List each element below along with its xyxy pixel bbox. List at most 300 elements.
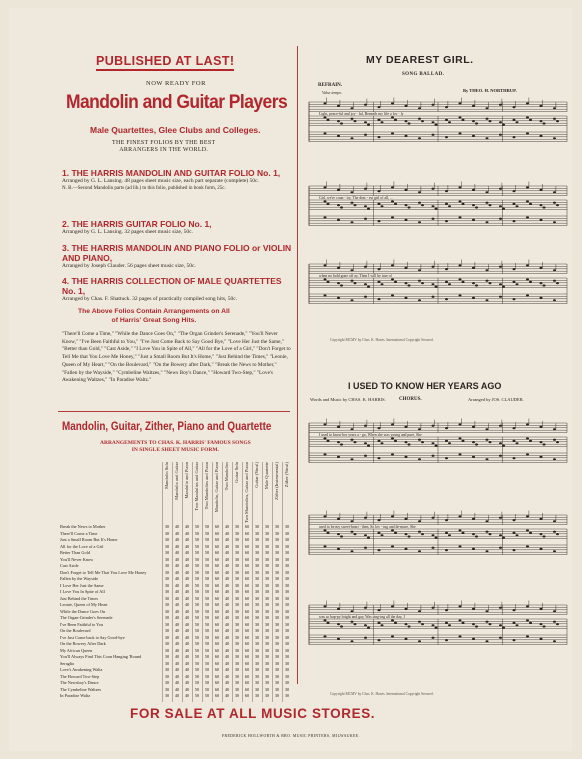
note	[486, 610, 489, 612]
note	[448, 121, 451, 123]
table-cell-price: 50	[204, 550, 210, 555]
note	[499, 188, 502, 190]
note	[526, 116, 529, 118]
note	[459, 529, 462, 531]
table-cell-price: 30	[254, 582, 260, 588]
table-cell-price: 30	[254, 608, 260, 614]
note	[513, 457, 516, 459]
note	[513, 622, 516, 624]
table-cell-price: 50	[194, 667, 200, 672]
note	[540, 426, 543, 428]
note	[553, 458, 556, 460]
note	[364, 266, 367, 268]
note	[432, 442, 435, 444]
table-cell-price: 40	[224, 660, 230, 666]
note	[445, 136, 448, 138]
note	[472, 623, 475, 625]
note	[324, 423, 327, 425]
note	[391, 423, 394, 425]
table-cell-price: 40	[184, 680, 190, 685]
note	[499, 218, 502, 220]
note	[459, 216, 462, 218]
note	[472, 518, 475, 520]
note	[486, 221, 489, 223]
table-cell-price: 30	[284, 621, 290, 627]
note	[556, 441, 559, 443]
note	[543, 625, 546, 627]
table-column-header: Zither (Instrumental)	[274, 462, 279, 500]
table-cell-price: 30	[164, 647, 170, 653]
note	[405, 533, 408, 535]
table-cell-price: 60	[214, 686, 220, 692]
table-cell-price: 40	[174, 641, 180, 646]
note	[486, 137, 489, 139]
table-cell-price: 30	[264, 641, 270, 646]
note	[367, 627, 370, 629]
note	[459, 635, 462, 637]
table-cell-price: 40	[224, 654, 230, 659]
note	[499, 425, 502, 427]
table-cell-price: 30	[234, 524, 240, 529]
note	[529, 440, 532, 442]
note	[391, 200, 394, 202]
table-cell-price: 30	[164, 569, 170, 575]
table-row	[60, 524, 292, 530]
table-cell-price: 60	[244, 556, 250, 562]
table-column-header: Two Mandolins	[224, 462, 229, 491]
table-cell-price: 30	[234, 576, 240, 581]
note	[486, 202, 489, 204]
table-row-song: I Love You In Spite of All	[60, 589, 105, 594]
note	[391, 635, 394, 637]
table-cell-price: 30	[284, 569, 290, 575]
table-cell-price: 30	[164, 582, 170, 588]
note	[553, 640, 556, 642]
table-cell-price: 30	[274, 667, 280, 672]
note	[540, 204, 543, 206]
note	[540, 267, 543, 269]
table-cell-price: 40	[224, 563, 230, 568]
note	[391, 453, 394, 455]
table-cell-price: 30	[254, 634, 260, 640]
table-cell-price: 50	[204, 543, 210, 549]
note	[540, 608, 543, 610]
note	[391, 545, 394, 547]
table-cell-price: 60	[214, 602, 220, 607]
note	[378, 281, 381, 283]
note	[364, 121, 367, 123]
note	[502, 286, 505, 288]
note	[378, 203, 381, 205]
note	[324, 605, 327, 607]
note	[529, 281, 532, 283]
table-row-song: Leonie, Queen of My Heart	[60, 602, 108, 607]
note	[327, 440, 330, 442]
table-row-song: On the Boulevard	[60, 628, 91, 633]
table-column-header: Male Quartette	[264, 462, 269, 490]
table-row	[60, 654, 292, 660]
note	[337, 623, 340, 625]
note	[432, 547, 435, 549]
note	[378, 220, 381, 222]
note	[513, 220, 516, 222]
table-cell-price: 30	[274, 608, 280, 614]
note	[378, 298, 381, 300]
note	[459, 186, 462, 188]
table-cell-price: 50	[194, 608, 200, 614]
song2-words: Words and Music by CHAS. K. HARRIS.	[310, 397, 386, 402]
note	[405, 456, 408, 458]
table-cell-price: 60	[244, 628, 250, 633]
table-row-song: The Newsboy's Dance	[60, 680, 99, 685]
table-cell-price: 60	[214, 563, 220, 568]
note	[351, 299, 354, 301]
note	[418, 621, 421, 623]
note	[472, 120, 475, 122]
table-cell-price: 60	[214, 680, 220, 685]
note	[418, 221, 421, 223]
note	[337, 189, 340, 191]
note	[526, 216, 529, 218]
note	[391, 102, 394, 104]
table-cell-price: 40	[184, 569, 190, 575]
table-cell-price: 30	[254, 569, 260, 575]
table-row	[60, 589, 292, 595]
table-row-song: I've Just Come back to Say Good-bye	[60, 634, 125, 640]
table-cell-price: 40	[224, 680, 230, 685]
note	[499, 455, 502, 457]
note	[540, 441, 543, 443]
table-cell-price: 30	[284, 654, 290, 659]
table-cell-price: 60	[244, 563, 250, 568]
table-column-header: Mandolin Solo	[164, 462, 169, 489]
table-cell-price: 30	[284, 602, 290, 607]
table-cell-price: 30	[254, 550, 260, 555]
table-row	[60, 687, 292, 693]
table-cell-price: 60	[244, 641, 250, 646]
note	[486, 439, 489, 441]
table-cell-price: 40	[174, 615, 180, 620]
note	[378, 622, 381, 624]
table-cell-price: 30	[234, 556, 240, 562]
note	[526, 186, 529, 188]
table-cell-price: 60	[244, 667, 250, 672]
table-cell-price: 40	[184, 563, 190, 568]
note	[364, 188, 367, 190]
note	[418, 202, 421, 204]
note	[327, 532, 330, 534]
note	[327, 119, 330, 121]
table-cell-price: 50	[194, 550, 200, 555]
table-cell-price: 30	[234, 673, 240, 679]
table-cell-price: 30	[264, 667, 270, 672]
note	[513, 609, 516, 611]
table-cell-price: 30	[284, 563, 290, 568]
note	[378, 106, 381, 108]
note	[351, 269, 354, 271]
table-cell-price: 60	[244, 543, 250, 549]
note	[513, 281, 516, 283]
note	[367, 208, 370, 210]
note	[526, 635, 529, 637]
table-cell-price: 30	[164, 608, 170, 614]
table-cell-price: 30	[234, 686, 240, 692]
note	[486, 621, 489, 623]
note	[405, 441, 408, 443]
table-row	[60, 628, 292, 634]
note	[513, 106, 516, 108]
table-cell-price: 40	[224, 576, 230, 581]
note	[489, 441, 492, 443]
note	[513, 268, 516, 270]
table-cell-price: 30	[284, 647, 290, 653]
table-cell-price: 60	[214, 589, 220, 594]
note	[391, 437, 394, 439]
note	[462, 281, 465, 283]
table-cell-price: 40	[224, 550, 230, 555]
note	[553, 610, 556, 612]
table-cell-price: 30	[164, 621, 170, 627]
table-cell-price: 30	[264, 543, 270, 549]
note	[516, 205, 519, 207]
table-cell-price: 40	[184, 589, 190, 594]
table-cell-price: 50	[194, 621, 200, 627]
note	[394, 622, 397, 624]
table-cell-price: 30	[274, 537, 280, 542]
table-cell-price: 30	[164, 641, 170, 646]
table-cell-price: 30	[254, 543, 260, 549]
note	[351, 458, 354, 460]
table-cell-price: 30	[254, 537, 260, 542]
note	[405, 638, 408, 640]
table-row-song: Cast Aside	[60, 563, 79, 568]
table-cell-price: 30	[284, 537, 290, 542]
table-cell-price: 40	[224, 686, 230, 692]
table-cell-price: 30	[254, 647, 260, 653]
table-cell-price: 30	[284, 543, 290, 549]
table-row-song: The Cymbeline Waltzes	[60, 686, 102, 692]
note	[337, 426, 340, 428]
left-section-divider	[58, 411, 290, 412]
table-cell-price: 40	[184, 641, 190, 646]
note	[324, 132, 327, 134]
table-cell-price: 50	[194, 693, 200, 698]
table-cell-price: 30	[164, 530, 170, 536]
table-cell-price: 30	[264, 608, 270, 614]
table-cell-price: 60	[244, 615, 250, 620]
table-cell-price: 50	[204, 647, 210, 653]
note	[543, 443, 546, 445]
table-row-song: There'll Come a Time	[60, 530, 98, 536]
table-cell-price: 50	[194, 686, 200, 692]
table-cell-price: 30	[234, 569, 240, 575]
table-cell-price: 30	[284, 595, 290, 601]
note	[448, 534, 451, 536]
folio-text: Arranged by Joseph Clauder. 56 pages sheet music size, 50c.	[62, 263, 196, 269]
table-cell-price: 30	[234, 641, 240, 646]
table-cell-price: 50	[194, 582, 200, 588]
table-cell-price: 40	[174, 628, 180, 633]
note	[381, 283, 384, 285]
table-cell-price: 30	[274, 543, 280, 549]
table-column-header: Mandolin, Guitar and Piano	[214, 462, 219, 513]
table-cell-price: 60	[244, 634, 250, 640]
table-cell-price: 30	[164, 615, 170, 620]
note	[418, 640, 421, 642]
note	[475, 284, 478, 286]
note	[337, 441, 340, 443]
table-cell-price: 50	[194, 647, 200, 653]
note	[556, 623, 559, 625]
note	[364, 283, 367, 285]
note	[499, 104, 502, 106]
table-cell-price: 30	[284, 641, 290, 646]
note	[526, 102, 529, 104]
table-cell-price: 60	[214, 647, 220, 653]
table-cell-price: 50	[204, 621, 210, 627]
table-cell-price: 30	[274, 582, 280, 588]
table-row-song: The Howard Two-Step	[60, 673, 100, 679]
table-cell-price: 50	[194, 589, 200, 594]
table-cell-price: 40	[224, 608, 230, 614]
note	[340, 284, 343, 286]
note	[526, 619, 529, 621]
table-cell-price: 40	[224, 673, 230, 679]
note	[475, 122, 478, 124]
table-cell-price: 40	[174, 608, 180, 614]
table-cell-price: 30	[254, 589, 260, 594]
note	[327, 281, 330, 283]
table-row	[60, 635, 292, 641]
table-cell-price: 40	[184, 524, 190, 529]
table-row-song: I've Been Faithful to You	[60, 621, 104, 627]
table-cell-price: 40	[224, 556, 230, 562]
note	[432, 205, 435, 207]
note	[462, 622, 465, 624]
table-cell-price: 30	[264, 524, 270, 529]
note	[351, 428, 354, 430]
note	[364, 547, 367, 549]
note	[408, 284, 411, 286]
table-cell-price: 50	[204, 556, 210, 562]
note	[351, 202, 354, 204]
table-cell-price: 60	[244, 602, 250, 607]
table-cell-price: 30	[264, 576, 270, 581]
note	[486, 280, 489, 282]
note	[540, 518, 543, 520]
table-cell-price: 30	[234, 667, 240, 672]
table-cell-price: 60	[244, 537, 250, 542]
table-row	[60, 544, 292, 550]
note	[435, 537, 438, 539]
table-cell-price: 30	[274, 641, 280, 646]
note	[337, 548, 340, 550]
note	[405, 105, 408, 107]
note	[529, 119, 532, 121]
table-cell-price: 30	[284, 550, 290, 555]
table-cell-price: 30	[164, 524, 170, 529]
table-cell-price: 30	[274, 673, 280, 679]
table-cell-price: 40	[184, 660, 190, 666]
table-cell-price: 60	[214, 615, 220, 620]
table-cell-price: 30	[264, 673, 270, 679]
table-cell-price: 40	[184, 530, 190, 536]
note	[499, 547, 502, 549]
table-cell-price: 30	[284, 673, 290, 679]
table-cell-price: 50	[194, 660, 200, 666]
note	[337, 282, 340, 284]
table-cell-price: 40	[184, 595, 190, 601]
table-row-song: Love's Awakening Waltz	[60, 667, 103, 672]
note	[513, 532, 516, 534]
note	[337, 204, 340, 206]
table-cell-price: 50	[194, 634, 200, 640]
table-cell-price: 50	[194, 524, 200, 529]
note	[337, 135, 340, 137]
note	[553, 107, 556, 109]
now-ready-text: NOW READY FOR	[146, 80, 206, 87]
note	[351, 280, 354, 282]
finest-folios-text	[112, 140, 215, 154]
note	[540, 219, 543, 221]
song2-score	[307, 405, 569, 690]
note	[486, 531, 489, 533]
note	[448, 624, 451, 626]
table-row	[60, 550, 292, 556]
folio-heading: 2. THE HARRIS GUITAR FOLIO No. 1,	[62, 219, 212, 229]
table-cell-price: 30	[274, 680, 280, 685]
note	[553, 439, 556, 441]
note	[459, 294, 462, 296]
table-cell-price: 30	[274, 660, 280, 666]
note	[445, 268, 448, 270]
note	[405, 426, 408, 428]
table-cell-price: 60	[244, 686, 250, 692]
table-cell-price: 40	[224, 543, 230, 549]
note	[486, 550, 489, 552]
table-cell-price: 30	[274, 615, 280, 620]
song1-subtitle: SONG BALLAD.	[402, 72, 445, 77]
table-cell-price: 40	[174, 595, 180, 601]
note	[337, 219, 340, 221]
table-row	[60, 531, 292, 537]
note	[337, 267, 340, 269]
note	[540, 623, 543, 625]
printer-credit: FREDERICK HOLLWORTH & BRO. MUSIC PRINTERS, MILWAUKEE.	[222, 734, 360, 738]
note	[472, 426, 475, 428]
note	[435, 208, 438, 210]
note	[337, 518, 340, 520]
table-cell-price: 40	[184, 673, 190, 679]
note	[324, 102, 327, 104]
folio-item-1	[62, 168, 292, 192]
note	[408, 206, 411, 208]
lyric-line: used to be my sweet-heart - then, So lov - ing and de-mure, She	[319, 525, 416, 529]
note	[340, 535, 343, 537]
table-cell-price: 30	[234, 543, 240, 549]
table-cell-price: 30	[264, 550, 270, 555]
table-cell-price: 60	[214, 654, 220, 659]
note	[472, 456, 475, 458]
note	[421, 120, 424, 122]
note	[324, 619, 327, 621]
note	[391, 529, 394, 531]
table-cell-price: 40	[224, 582, 230, 588]
note	[378, 136, 381, 138]
note	[553, 621, 556, 623]
table-cell-price: 40	[184, 608, 190, 614]
table-cell-price: 60	[214, 628, 220, 633]
